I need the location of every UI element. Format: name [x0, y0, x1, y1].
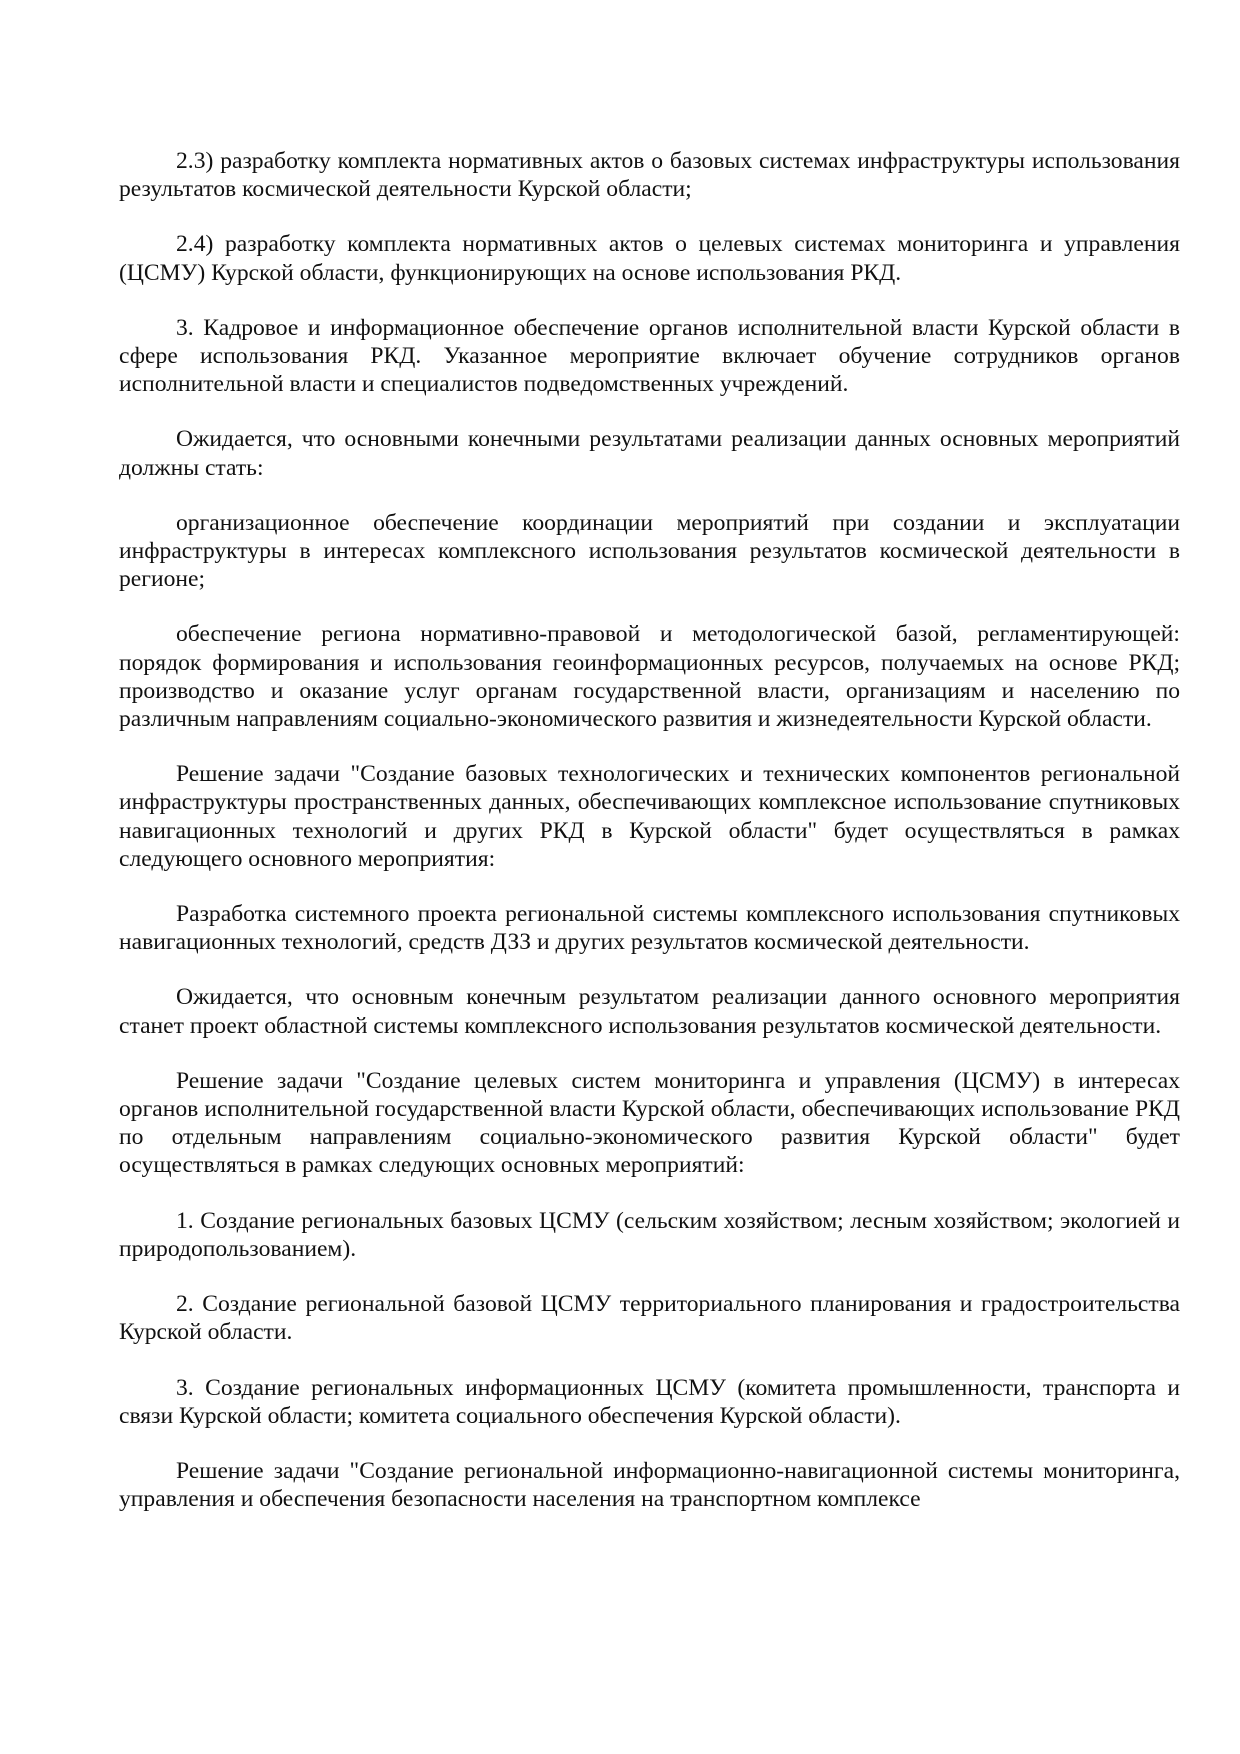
paragraph-task-base-components: Решение задачи "Создание базовых технологических и технических компонентов региональной инфраструктуры пространственных данных, обеспечивающих комплексное использование спутниковых навигационных технологий и других РКД в Курской области" будет осуществляться в рамках следующего основного мероприятия:	[119, 761, 1180, 872]
paragraph-2-3: 2.3) разработку комплекта нормативных актов о базовых системах инфраструктуры использования результатов космической деятельности Курской области;	[119, 148, 1180, 203]
paragraph-3-personnel: 3. Кадровое и информационное обеспечение органов исполнительной власти Курской области в сфере использования РКД. Указанное мероприятие включает обучение сотрудников органов исполнительной власти и специалистов подведомственных учреждений.	[119, 314, 1180, 398]
paragraph-expected-results-intro: Ожидается, что основными конечными результатами реализации данных основных мероприятий должны стать:	[119, 426, 1180, 481]
paragraph-task-csmu: Решение задачи "Создание целевых систем мониторинга и управления (ЦСМУ) в интересах органов исполнительной государственной власти Курской области, обеспечивающих использование РКД по отдельным направлениям социально-экономического развития Курской области" будет осуществляться в рамках следующих основных мероприятий:	[119, 1067, 1180, 1179]
paragraph-csmu-item-2: 2. Создание региональной базовой ЦСМУ территориального планирования и градостроительства Курской области.	[119, 1291, 1180, 1346]
paragraph-system-project: Разработка системного проекта региональной системы комплексного использования спутниковых навигационных технологий, средств ДЗЗ и других результатов космической деятельности.	[119, 901, 1180, 956]
paragraph-regulatory-base: обеспечение региона нормативно-правовой и методологической базой, регламентирующей: порядок формирования и использования геоинформационных ресурсов, получаемых на основе РКД; производство и оказание услуг органам государственной власти, организациям и населению по различным направлениям социально-экономического развития и жизнедеятельности Курской области.	[119, 621, 1180, 733]
paragraph-csmu-item-3: 3. Создание региональных информационных ЦСМУ (комитета промышленности, транспорта и связи Курской области; комитета социального обеспечения Курской области).	[119, 1374, 1180, 1429]
paragraph-expected-result-project: Ожидается, что основным конечным результатом реализации данного основного мероприятия станет проект областной системы комплексного использования результатов космической деятельности.	[119, 984, 1180, 1039]
paragraph-coordination: организационное обеспечение координации мероприятий при создании и эксплуатации инфраструктуры в интересах комплексного использования результатов космической деятельности в регионе;	[119, 509, 1180, 593]
paragraph-csmu-item-1: 1. Создание региональных базовых ЦСМУ (сельским хозяйством; лесным хозяйством; экологией и природопользованием).	[119, 1207, 1180, 1262]
paragraph-task-navigation: Решение задачи "Создание региональной информационно-навигационной системы мониторинга, управления и обеспечения безопасности населения на транспортном комплексе	[119, 1457, 1180, 1513]
paragraph-2-4: 2.4) разработку комплекта нормативных актов о целевых системах мониторинга и управления (ЦСМУ) Курской области, функционирующих на основе использования РКД.	[119, 231, 1180, 286]
